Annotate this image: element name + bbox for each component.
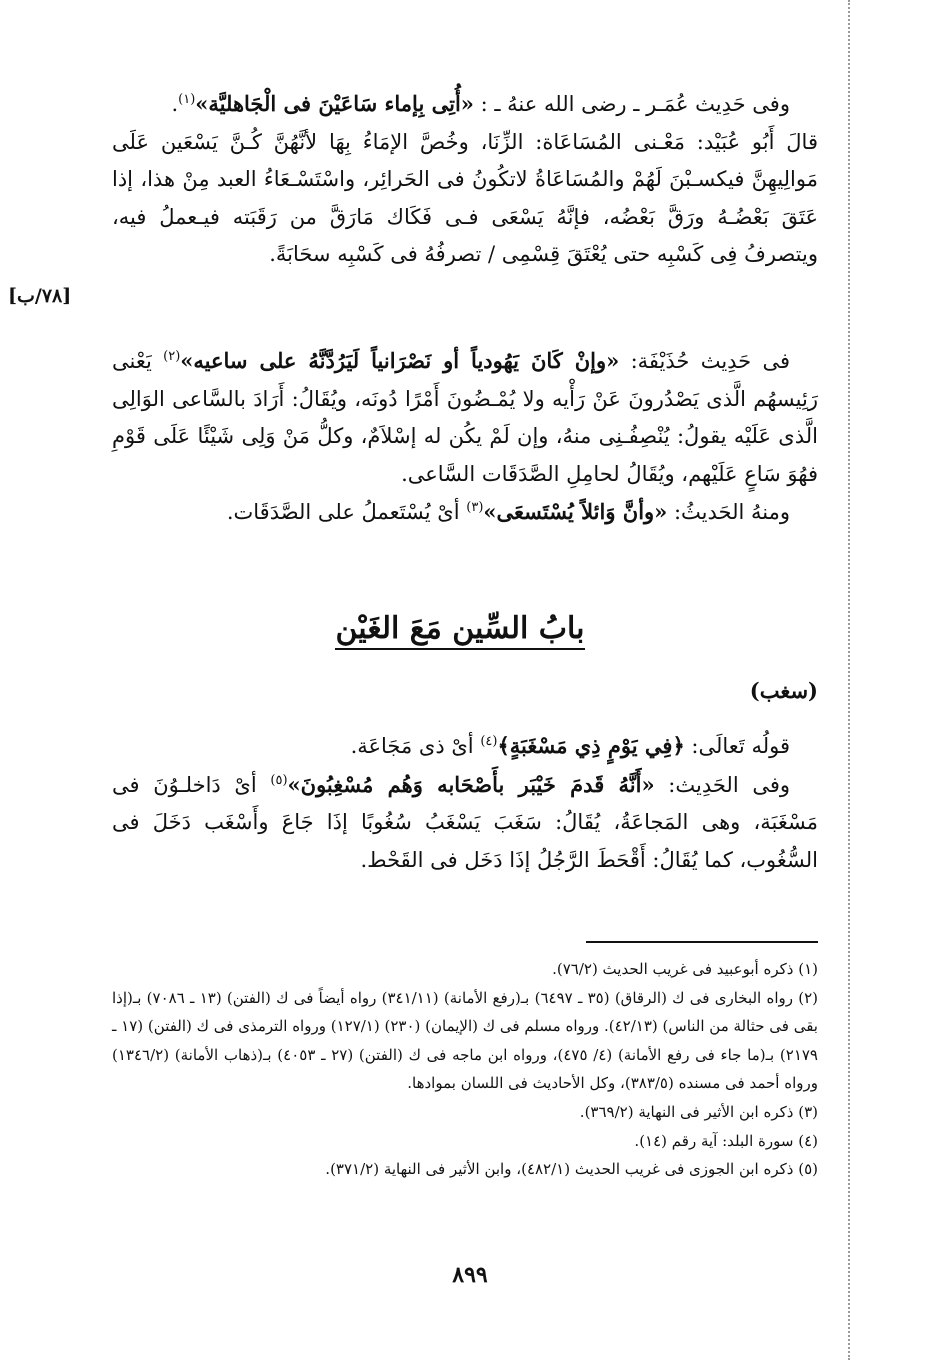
page-number: ٨٩٩ xyxy=(452,1262,488,1288)
entry-saa-umar xyxy=(112,85,818,274)
entry-text: يَعْنى رَئِيسهُم الَّذى يَصْدُرونَ عَنْ رَأْيه ولا يُمْـضُونَ أَمْرًا دُونَه، ويُقَالُ: أَرَادَ بالسَّاعى الوَالِى الَّذى عَلَيْه يقولُ: يُنْصِفُـنِى منهُ، وإن لَمْ يكُن له إسْلاَمٌ، وكلُّ مَنْ وَلِى شَيْئًا عَلَى قَوْمِ فهُوَ سَاعٍ عَلَيْهم، ويُقَالُ لحامِلِ الصَّدَقَات السَّاعى. xyxy=(112,349,818,486)
chapter-title xyxy=(280,603,640,655)
hadith-quote: «وأنَّ وَائلاً يُسْتَسعَى» xyxy=(483,499,668,524)
footnote-marker: (٢) xyxy=(163,349,181,364)
footnote-item: (١) ذكره أبوعبيد فى غريب الحديث (٧٦/٢). xyxy=(552,960,818,978)
entry-paragraph xyxy=(112,493,818,532)
entry-text: أىْ يُسْتَعملُ على الصَّدَقَات. xyxy=(226,500,467,524)
footnote-item: (٢) رواه البخارى فى ك (الرقاق) (٣٥ ـ ٦٤٩٧) بـ(رفع الأمانة) (٣٤١/١١) رواه أيضاً فى ك (الفتن) (١٣ ـ ٧٠٨٦) بـ(إذا بقى فى حثالة من الناس) (٤٢/١٣). ورواه مسلم فى ك (الإيمان) (٢٣٠) (١٢٧/١) ورواه الترمذى فى ك (الفتن) (١٧ ـ ٢١٧٩) بـ(ما جاء فى رفع الأمانة) (٤/ ٤٧٥)، ورواه ابن ماجه فى ك (الفتن) (٢٧ ـ ٤٠٥٣) بـ(ذهاب الأمانة) (١٣٤٦/٢) ورواه أحمد فى مسنده (٣٨٣/٥)، وكل الأحاديث فى اللسان بموادها. xyxy=(112,988,818,1093)
entry-paragraph xyxy=(112,342,818,493)
entry-paragraph xyxy=(112,766,818,880)
footnote-separator xyxy=(586,941,818,943)
entry-saa-hudhayfa xyxy=(112,342,818,532)
entry-lead: فى حَدِيث حُذَيْفَة: xyxy=(619,349,791,373)
footnote-marker: (٥) xyxy=(270,772,288,788)
entry-paragraph xyxy=(112,85,818,124)
footnote-marker: (٣) xyxy=(466,500,484,515)
entry-saghab xyxy=(112,727,818,879)
hadith-quote: «أَنَّهُ قَدمَ خَيْبَر بأَصْحَابه وَهُم مُسْغِبُونَ» xyxy=(287,771,655,797)
entry-lead: ومنهُ الحَديثُ: xyxy=(667,500,790,524)
entry-tail: . xyxy=(171,92,179,116)
hadith-quote: «وإنْ كَانَ يَهُودياً أو نَصْرَانياً لَيَرُدَّنَّهُ على ساعيه» xyxy=(180,348,620,373)
binding-edge-dots xyxy=(848,0,850,1360)
marginal-folio-reference: [٧٨/ب] xyxy=(8,285,72,307)
footnote-item: (٣) ذكره ابن الأثير فى النهاية (٣٦٩/٢). xyxy=(579,1102,818,1121)
footnotes xyxy=(112,955,818,1184)
root-heading: (سغب) xyxy=(749,678,818,703)
entry-text: أىْ ذى مَجَاعَة. xyxy=(350,734,481,758)
entry-paragraph: قالَ أَبُو عُبَيْد: مَعْـنى المُسَاعَاة: الزِّنَا، وخُصَّ الإمَاءُ بِهَا لأنَّهُنَّ كُـنَّ يَسْعَين عَلَى مَوالِيهِنَّ فيكسـبْنَ لَهُمْ والمُسَاعَاةُ لاتكُونُ فى الحَرائِر، واسْتَسْـعَاءُ العبد مِنْ هذا، إذا عَتَقَ بَعْضُـهُ ورَقَّ بَعْضُه، فإنَّهُ يَسْعَى فـى فَكَاك مَارَقَّ من رَقَبَته فيـعملُ فيه، ويتصرفُ فِى كَسْبِه حتى يُعْتَقَ قِسْمِى / تصرفُهُ فى كَسْبِه سحَابَةً. xyxy=(112,129,818,266)
entry-paragraph xyxy=(112,727,818,766)
footnote-marker: (١) xyxy=(178,92,196,107)
entry-text: أىْ دَاخلـوُنَ فى مَسْغَبَة، وهى المَجاعَةُ، يُقَالُ: سَغَبَ يَسْغَبُ سُغُوبًا إذَا جَاعَ وأَسْغَب دَخَلَ فى السُّغُوب، كما يُقَالُ: أَقْحَطَ الرَّجُلُ إذَا دَخَل فى القَحْط. xyxy=(112,772,818,872)
entry-lead: وفى حَدِيث عُمَـر ـ رضى الله عنهُ ـ : xyxy=(473,92,790,116)
hadith-quote: «أُتِى بِإماء سَاعَيْنَ فى الْجَاهليَّة» xyxy=(195,91,474,116)
footnote-item: (٤) سورة البلد: آية رقم (١٤). xyxy=(634,1131,818,1150)
entry-lead: وفى الحَدِيث: xyxy=(654,772,791,797)
footnote-item: (٥) ذكره ابن الجوزى فى غريب الحديث (٤٨٢/١)، وابن الأثير فى النهاية (٣٧١/٢). xyxy=(325,1160,818,1179)
quran-quote: ﴿فِي يَوْمٍ ذِي مَسْغَبَةٍ﴾ xyxy=(497,733,685,758)
entry-lead: قولُه تَعالَى: xyxy=(684,734,790,758)
chapter-title-text: بابُ السِّين مَعَ الغَيْن xyxy=(335,611,584,650)
footnote-marker: (٤) xyxy=(480,734,498,749)
